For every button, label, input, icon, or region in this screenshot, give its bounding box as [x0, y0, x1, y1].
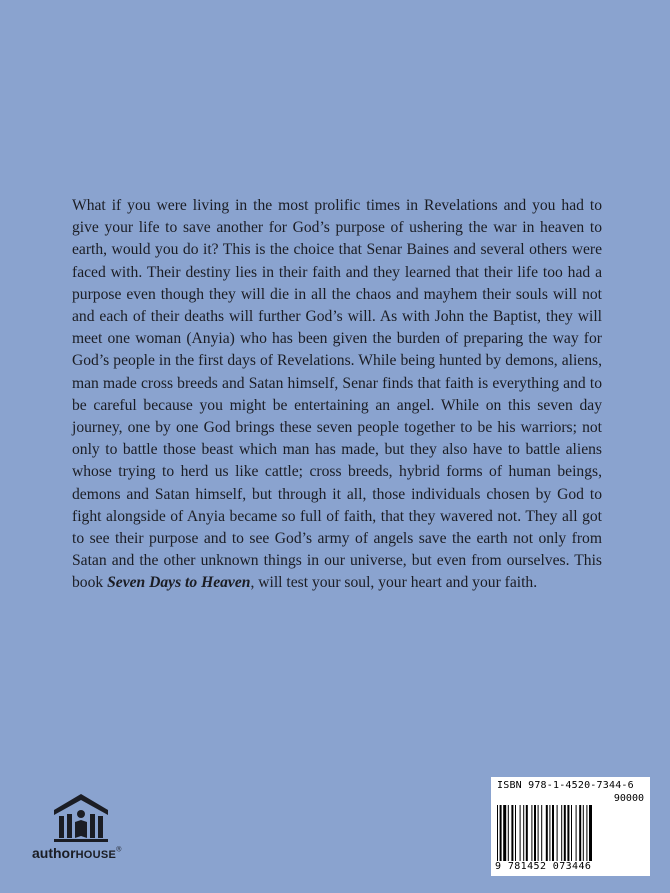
isbn-label: ISBN 978-1-4520-7344-6	[497, 780, 634, 791]
back-cover-blurb	[72, 195, 602, 595]
barcode-bars	[497, 805, 644, 861]
blurb-ending: , will test your soul, your heart and your faith.	[250, 574, 538, 592]
building-book-icon	[50, 790, 112, 842]
publisher-logo	[22, 790, 147, 870]
isbn-barcode	[491, 777, 650, 876]
publisher-name-part1: author	[32, 845, 76, 861]
publisher-name	[32, 845, 121, 863]
book-title: Seven Days to Heaven	[107, 574, 251, 592]
registered-mark: ®	[116, 846, 122, 854]
publisher-name-part2: HOUSE	[75, 849, 117, 861]
price-code: 90000	[613, 793, 644, 804]
barcode-digits: 9 781452 073446	[495, 861, 592, 872]
blurb-text: What if you were living in the most prolific times in Revelations and you had to give your life to save another for God’s purpose of ushering the war in heaven to earth, would you do it? This is the choice that Senar Baines and several others were faced with. Their destiny lies in their faith and they learned that their life too had a purpose even though they will die in all the chaos and mayhem their souls will not and each of their deaths will further God’s will. As with John the Baptist, they will meet one woman (Anyia) who has been given the burden of preparing the way for God’s people in the first days of Revelations. While being hunted by demons, aliens, man made cross breeds and Satan himself, Senar finds that faith is everything and to be careful because you might be entertaining an angel. While on this seven day journey, one by one God brings these seven people together to be his warriors; not only to battle those beast which man has made, but they also have to battle aliens whose trying to herd us like cattle; cross breeds, hybrid forms of human beings, demons and Satan himself, but through it all, those individuals chosen by God to fight alongside of Anyia became so full of faith, that they wavered not. They all got to see their purpose and to see God’s army of angels save the earth not only from Satan and the other unknown things in our universe, but even from ourselves. This book	[72, 197, 602, 592]
